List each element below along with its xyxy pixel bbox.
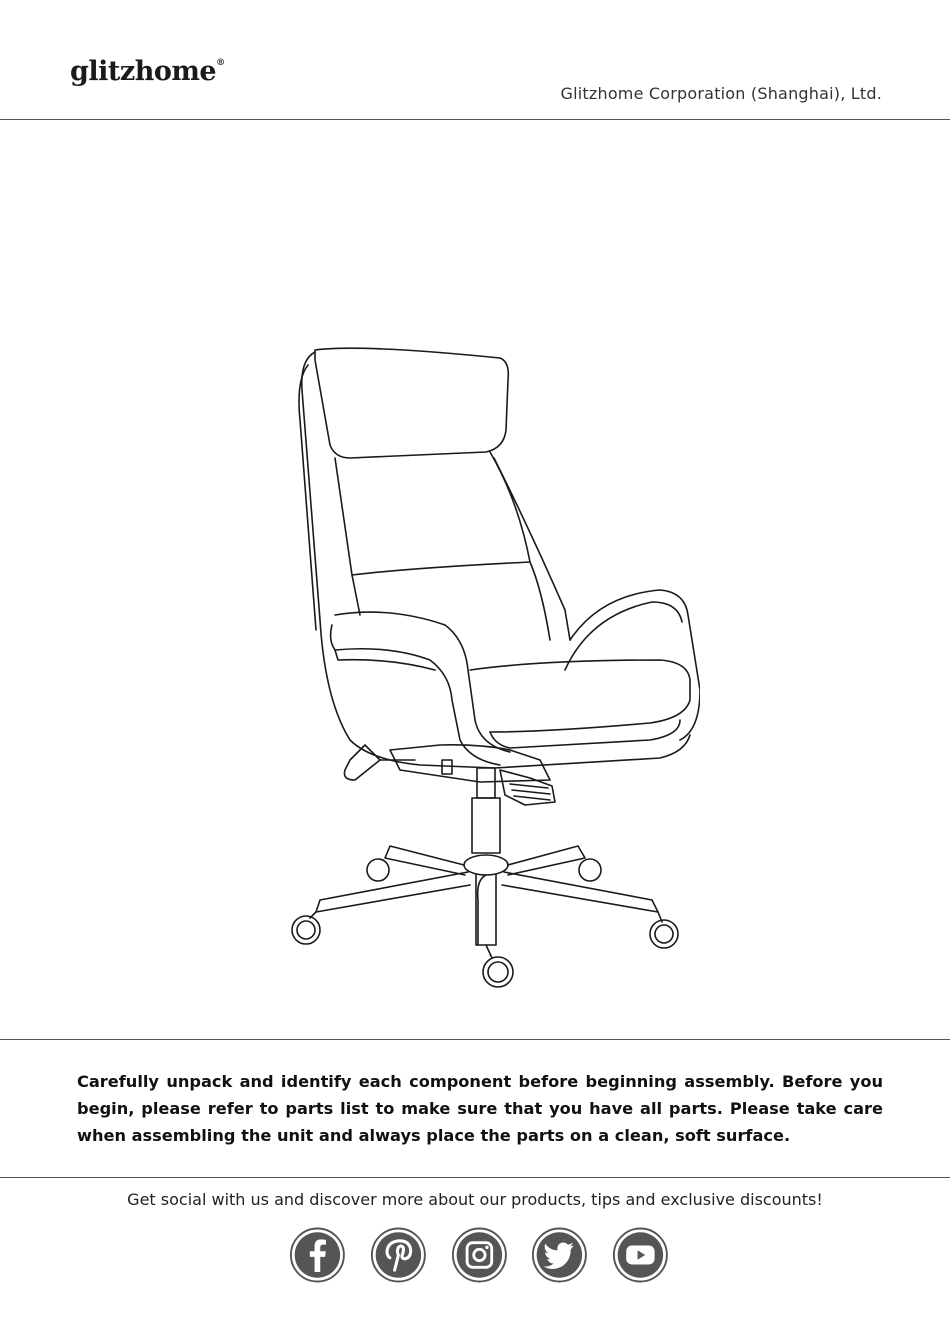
- assembly-instructions: Carefully unpack and identify each component before beginning assembly. Before you begin, please refer to parts list to make sure that you have all parts. Please take care when assembling the unit and always place the parts on a clean, soft surface.: [77, 1072, 883, 1145]
- registered-mark: ®: [216, 58, 225, 68]
- instructions-top-divider: [0, 1039, 950, 1040]
- social-tagline: Get social with us and discover more about our products, tips and exclusive discounts!: [127, 1190, 823, 1209]
- pinterest-icon[interactable]: [370, 1226, 427, 1284]
- instagram-icon[interactable]: [451, 1226, 508, 1284]
- header-divider: [0, 119, 950, 120]
- company-name: Glitzhome Corporation (Shanghai), Ltd.: [560, 84, 882, 103]
- page-header: [0, 0, 950, 120]
- twitter-icon[interactable]: [531, 1226, 588, 1284]
- brand-logo: [70, 56, 225, 87]
- facebook-icon[interactable]: [289, 1226, 346, 1284]
- office-chair-illustration: [280, 340, 700, 1000]
- logo-text: glitzhome: [70, 56, 217, 87]
- social-icons-row: [289, 1226, 669, 1286]
- youtube-icon[interactable]: [612, 1226, 669, 1284]
- instructions-bottom-divider: [0, 1177, 950, 1178]
